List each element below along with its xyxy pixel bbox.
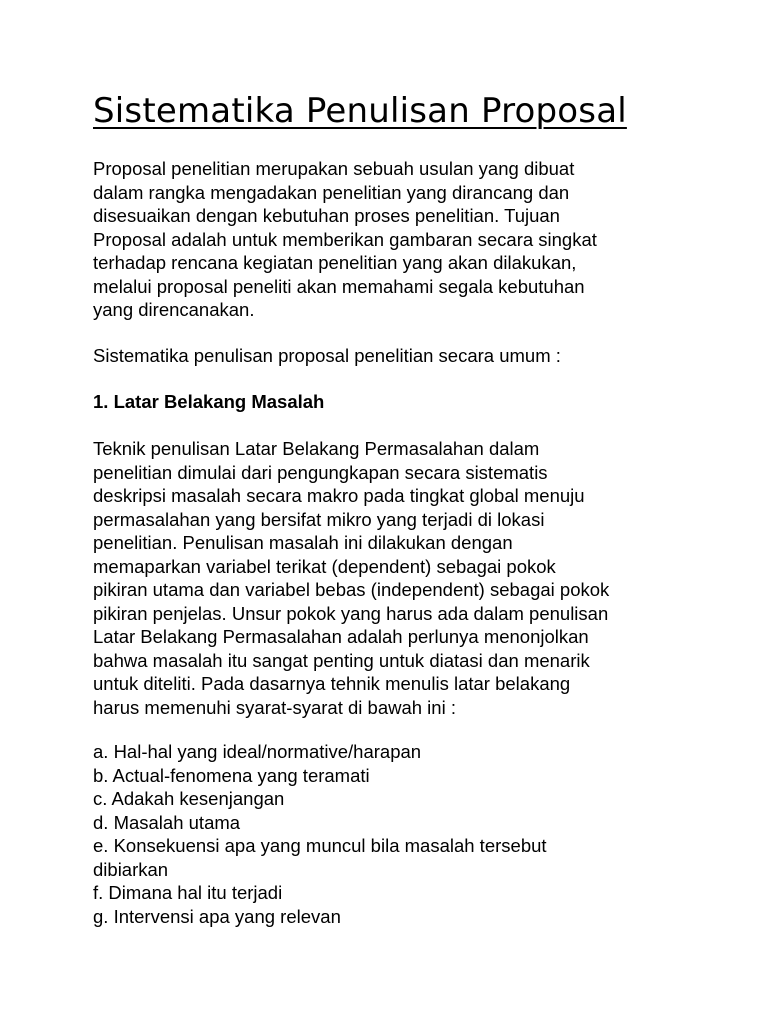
requirements-list [93,740,693,928]
lead-sentence [93,344,693,368]
section-line: Latar Belakang Permasalahan adalah perlunya menonjolkan [93,626,589,647]
list-item [93,834,693,881]
section-line: pikiran utama dan variabel bebas (independent) sebagai pokok [93,579,610,600]
section-line: penelitian dimulai dari pengungkapan secara sistematis [93,461,548,483]
section-paragraph [93,437,693,719]
list-item-line: b. Actual-fenomena yang teramati [93,764,370,786]
list-item-line: dibiarkan [93,858,169,880]
intro-paragraph [93,157,693,322]
section-line: untuk diteliti. Pada dasarnya tehnik menulis latar belakang [93,673,571,694]
section-line: deskripsi masalah secara makro pada tingkat global menuju [93,485,585,506]
list-item [93,811,693,835]
intro-line: terhadap rencana kegiatan penelitian yang akan dilakukan, [93,252,577,273]
intro-line: melalui proposal peneliti akan memahami segala kebutuhan [93,275,585,297]
list-item-line: a. Hal-hal yang ideal/normative/harapan [93,741,422,762]
list-item [93,905,693,929]
list-item [93,881,693,905]
intro-line: Proposal adalah untuk memberikan gambaran secara singkat [93,228,597,250]
section-heading: 1. Latar Belakang Masalah [93,391,325,412]
section-line: Teknik penulisan Latar Belakang Permasalahan dalam [93,438,540,459]
intro-line: yang direncanakan. [93,299,255,320]
intro-line: disesuaikan dengan kebutuhan proses penelitian. Tujuan [93,205,560,226]
section-line: memaparkan variabel terikat (dependent) sebagai pokok [93,555,556,577]
lead-line: Sistematika penulisan proposal penelitian secara umum : [93,345,561,366]
list-item-line: e. Konsekuensi apa yang muncul bila masalah tersebut [93,835,547,856]
list-item-line: c. Adakah kesenjangan [93,788,285,809]
intro-line: dalam rangka mengadakan penelitian yang dirancang dan [93,181,570,203]
list-item [93,764,693,788]
list-item-line: f. Dimana hal itu terjadi [93,882,283,903]
list-item [93,787,693,811]
section-line: pikiran penjelas. Unsur pokok yang harus ada dalam penulisan [93,602,609,624]
intro-line: Proposal penelitian merupakan sebuah usulan yang dibuat [93,158,575,179]
list-item-line: g. Intervensi apa yang relevan [93,905,341,927]
section-line: harus memenuhi syarat-syarat di bawah ini : [93,696,456,718]
page-title: Sistematika Penulisan Proposal [93,91,627,131]
section-line: permasalahan yang bersifat mikro yang terjadi di lokasi [93,508,545,530]
list-item [93,740,693,764]
section-line: penelitian. Penulisan masalah ini dilakukan dengan [93,532,513,553]
list-item-line: d. Masalah utama [93,811,241,833]
section-line: bahwa masalah itu sangat penting untuk diatasi dan menarik [93,649,590,671]
